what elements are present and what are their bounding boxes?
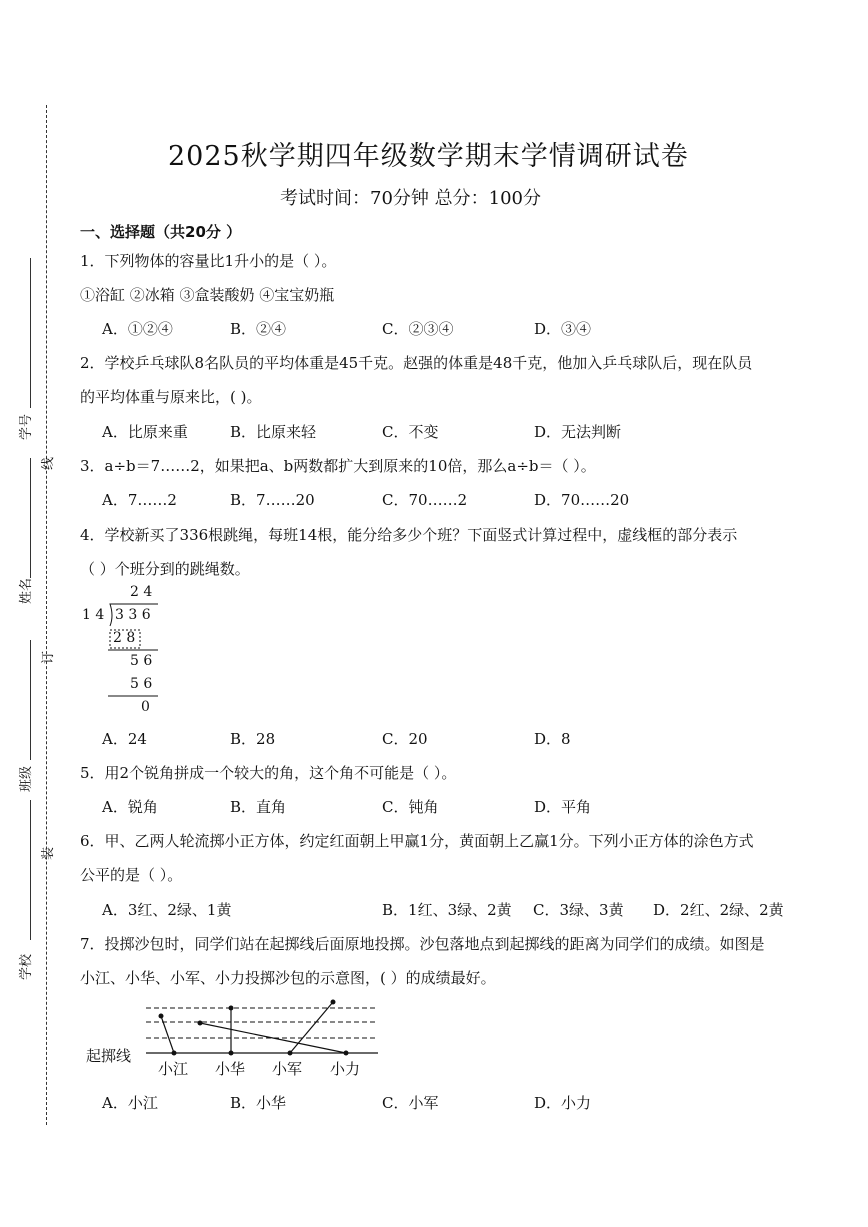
question-6-stem-cont: 公平的是（ ）。 [80, 866, 183, 884]
question-3-stem: 3．a÷b＝7……2，如果把a、b两数都扩大到原来的10倍，那么a÷b＝（ ）。 [80, 457, 596, 475]
q1-option-c[interactable]: C．②③④ [382, 320, 454, 338]
q2-option-a[interactable]: A．比原来重 [102, 423, 188, 441]
start-line-label: 起掷线 [86, 1047, 132, 1065]
q1-option-a[interactable]: A．①②④ [102, 320, 173, 338]
division-remainder: 0 [141, 699, 150, 715]
question-4-stem: 4．学校新买了336根跳绳，每班14根，能分给多少个班？下面竖式计算过程中，虚线框的部分表示 [80, 526, 738, 544]
figure-name-xiaoli: 小力 [330, 1060, 361, 1078]
q7-option-b[interactable]: B．小华 [230, 1094, 287, 1112]
q1-option-b[interactable]: B．②④ [230, 320, 287, 338]
figure-name-xiaohua: 小华 [215, 1060, 246, 1078]
margin-label-line: 线 [41, 456, 56, 470]
q5-option-b[interactable]: B．直角 [230, 798, 287, 816]
question-2-stem-cont: 的平均体重与原来比，( )。 [80, 388, 262, 406]
school-blank [30, 800, 31, 940]
q7-option-d[interactable]: D．小力 [534, 1094, 592, 1112]
q7-option-a[interactable]: A．小江 [102, 1094, 158, 1112]
q6-option-c[interactable]: C．3绿、3黄 [533, 901, 624, 919]
section-heading: 一、选择题（共20分 ） [80, 223, 242, 241]
q5-option-a[interactable]: A．锐角 [102, 798, 158, 816]
q4-option-a[interactable]: A．24 [102, 730, 147, 748]
margin-label-name: 姓名 [19, 577, 34, 604]
q6-option-a[interactable]: A．3红、2绿、1黄 [102, 901, 232, 919]
class-blank [30, 640, 31, 760]
margin-label-staple: 装 [41, 846, 56, 860]
student-id-blank [30, 258, 31, 408]
q5-option-c[interactable]: C．钝角 [382, 798, 439, 816]
q4-option-b[interactable]: B．28 [230, 730, 276, 748]
q6-option-d[interactable]: D．2红、2绿、2黄 [653, 901, 784, 919]
q7-option-c[interactable]: C．小军 [382, 1094, 439, 1112]
question-4-stem-cont: （ ）个班分到的跳绳数。 [80, 560, 250, 578]
division-dividend: 3 3 6 [115, 607, 151, 623]
division-lines [100, 600, 170, 700]
q2-option-c[interactable]: C．不变 [382, 423, 439, 441]
margin-label-school: 学校 [19, 953, 34, 980]
q5-option-d[interactable]: D．平角 [534, 798, 592, 816]
throwing-diagram [140, 996, 390, 1062]
margin-label-class: 班级 [19, 765, 34, 792]
q3-option-c[interactable]: C．70……2 [382, 491, 468, 509]
division-step-highlighted: 2 8 [113, 630, 136, 646]
margin-label-student-id: 学号 [19, 413, 34, 440]
division-divisor: 1 4 [82, 607, 105, 623]
division-quotient: 2 4 [130, 584, 153, 600]
question-7-stem: 7．投掷沙包时，同学们站在起掷线后面原地投掷。沙包落地点到起掷线的距离为同学们的成绩。如图是 [80, 935, 765, 953]
binding-dashed-line [46, 105, 47, 1125]
q4-option-c[interactable]: C．20 [382, 730, 428, 748]
figure-name-xiaojiang: 小江 [158, 1060, 189, 1078]
question-7-stem-cont: 小江、小华、小军、小力投掷沙包的示意图，( ）的成绩最好。 [80, 969, 496, 987]
exam-info: 考试时间：70分钟 总分：100分 [280, 188, 541, 209]
margin-label-bind: 订 [41, 650, 56, 664]
division-step-3: 5 6 [130, 676, 153, 692]
question-1-stem: 1．下列物体的容量比1升小的是（ ）。 [80, 252, 337, 270]
question-1-items: ①浴缸 ②冰箱 ③盒装酸奶 ④宝宝奶瓶 [80, 286, 335, 304]
q1-option-d[interactable]: D．③④ [534, 320, 592, 338]
question-5-stem: 5．用2个锐角拼成一个较大的角，这个角不可能是（ ）。 [80, 764, 457, 782]
q2-option-b[interactable]: B．比原来轻 [230, 423, 317, 441]
question-6-stem: 6．甲、乙两人轮流掷小正方体，约定红面朝上甲赢1分，黄面朝上乙赢1分。下列小正方体的涂色方式 [80, 832, 754, 850]
figure-name-xiaojun: 小军 [272, 1060, 303, 1078]
q3-option-d[interactable]: D．70……20 [534, 491, 630, 509]
name-blank [30, 458, 31, 578]
q2-option-d[interactable]: D．无法判断 [534, 423, 622, 441]
page-title: 2025秋学期四年级数学期末学情调研试卷 [168, 141, 689, 172]
q3-option-b[interactable]: B．7……20 [230, 491, 315, 509]
q6-option-b[interactable]: B．1红、3绿、2黄 [382, 901, 512, 919]
q3-option-a[interactable]: A．7……2 [102, 491, 177, 509]
division-step-2: 5 6 [130, 653, 153, 669]
question-2-stem: 2．学校乒乓球队8名队员的平均体重是45千克。赵强的体重是48千克，他加入乒乓球队后，现在队员 [80, 354, 753, 372]
q4-option-d[interactable]: D．8 [534, 730, 571, 748]
